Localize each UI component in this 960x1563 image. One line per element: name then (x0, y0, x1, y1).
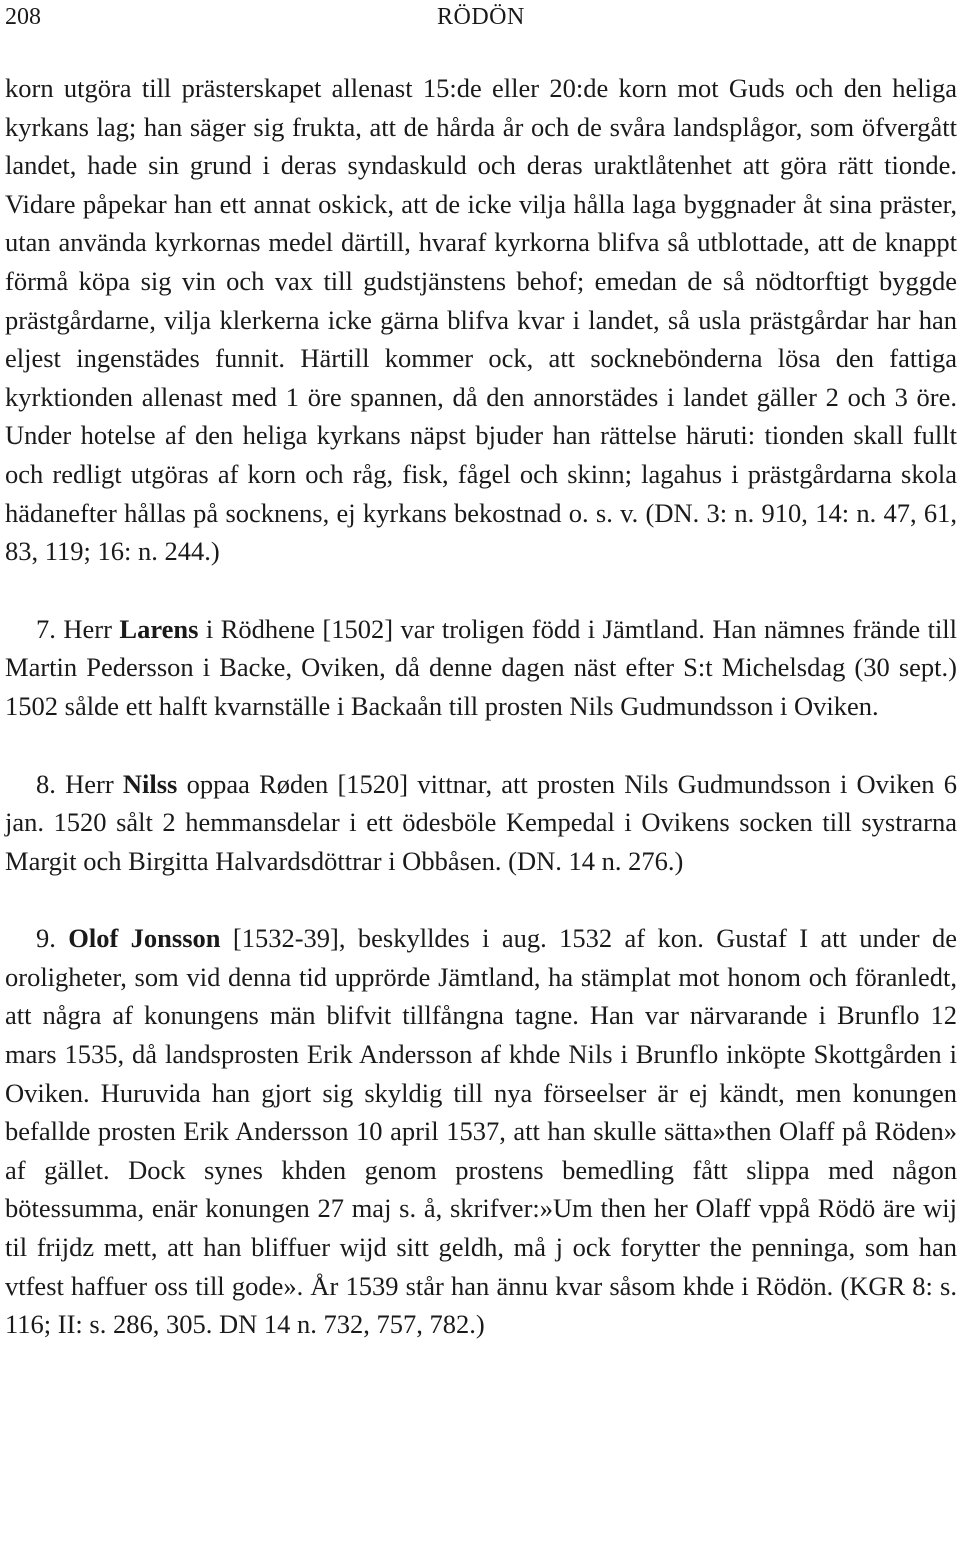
entry-number: 9. (36, 923, 56, 954)
page-number: 208 (5, 4, 41, 30)
entry-number: 7. (36, 613, 56, 644)
entry-paragraph-7 (5, 610, 957, 726)
entry-person-name: Olof Jonsson (68, 923, 221, 954)
paragraph-text: korn utgöra till prästerskapet allenast 15:de eller 20:de korn mot Guds och den heliga kyrkans lag; han säger sig frukta, att de hårda år och de svåra landsplågor, som öfvergått landet, hade sin grund i deras syndaskuld och deras uraktlåtenhet att göra rätt tionde. Vidare påpekar han ett annat oskick, att de icke vilja hålla laga byggnader åt sina präster, utan använda kyrkornas medel därtill, hvaraf kyrkorna blifva så utblottade, att de knappt förmå köpa sig vin och vax till gudstjänstens behof; emedan de så nödtorftigt byggde prästgårdarne, vilja klerkerna icke gärna blifva kvar i landet, så usla prästgårdar har han eljest ingenstädes funnit. Härtill kommer ock, att socknebönderna lösa den fattiga kyrktionden allenast med 1 öre spannen, då den annorstädes i landet gäller 2 och 3 öre. Under hotelse af den heliga kyrkans näpst bjuder han rättelse häruti: tionden skall fullt och redligt utgöras af korn och råg, fisk, fågel och skinn; lagahus i prästgårdarna skola hädanefter hållas på socknens, ej kyrkans bekostnad o. s. v. (DN. 3: n. 910, 14: n. 47, 61, 83, 119; 16: n. 244.) (5, 73, 957, 567)
entry-number: 8. (36, 768, 56, 799)
entry-person-name: Larens (119, 613, 199, 644)
entry-paragraph-8 (5, 765, 957, 881)
entry-person-name: Nilss (122, 768, 178, 799)
entry-text: i Rödhene [1502] var troligen född i Jämtland. Han nämnes frände till Martin Pedersson i Backe, Oviken, då denne dagen näst efter S:t Michelsdag (30 sept.) 1502 sålde ett halft kvarnställe i Backaån till prosten Nils Gudmundsson i Oviken. (5, 613, 958, 721)
entry-title-prefix: Herr (63, 613, 112, 644)
entry-text: oppaa Røden [1520] vittnar, att prosten Nils Gudmundsson i Oviken 6 jan. 1520 sålt 2 hemmansdelar i ett ödesböle Kempedal i Ovikens socken till systrarna Margit och Birgitta Halvardsdöttrar i Obbåsen. (DN. 14 n. 276.) (5, 768, 958, 876)
entry-paragraph-9 (5, 919, 957, 1344)
entry-title-prefix: Herr (65, 768, 114, 799)
running-title: RÖDÖN (437, 4, 525, 30)
entry-text: [1532-39], beskylldes i aug. 1532 af kon. Gustaf I att under de oroligheter, som vid denna tid upprörde Jämtland, ha stämplat mot honom och föranledt, att några af konungens män blifvit tillfångna tagne. Han var närvarande i Brunflo 12 mars 1535, då landsprosten Erik Andersson af khde Nils i Brunflo inköpte Skottgården i Oviken. Huruvida han gjort sig skyldig till nya förseelser är ej kändt, men konungen befallde prosten Erik Andersson 10 april 1537, att han skulle sätta»then Olaff på Röden» af gället. Dock synes khden genom prostens bemedling fått slippa med någon bötessumma, enär konungen 27 maj s. å, skrifver:»Um then her Olaff vppå Rödö äre wij til frijdz mett, att han bliffuer wijd sitt geldh, må j ock forytter the penninga, som han vtfest haffuer oss till gode». År 1539 står han ännu kvar såsom khde i Rödön. (KGR 8: s. 116; II: s. 286, 305. DN 14 n. 732, 757, 782.) (5, 923, 958, 1340)
page-header (5, 0, 957, 34)
paragraph-continuation (5, 69, 957, 571)
